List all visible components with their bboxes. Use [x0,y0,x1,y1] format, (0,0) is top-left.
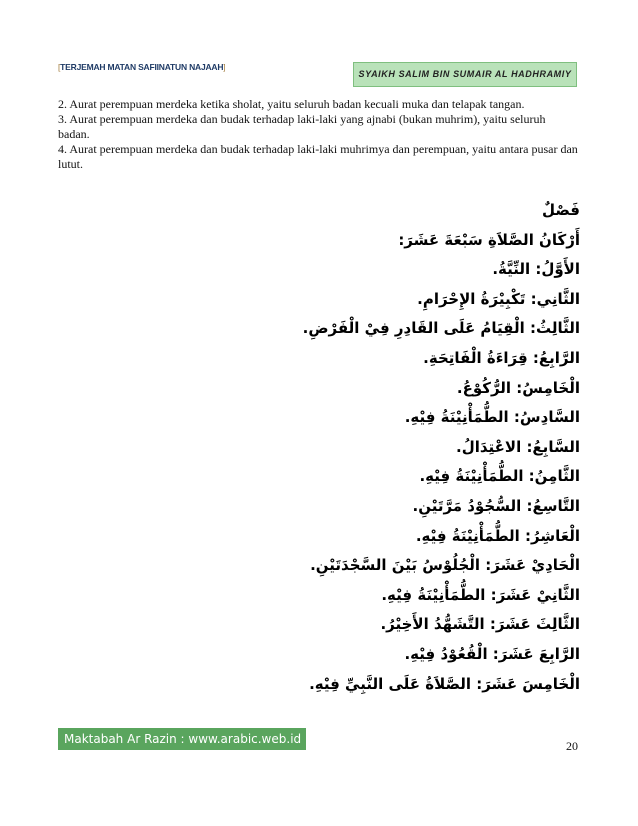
bracket-open: [ [58,62,61,72]
arabic-line: الْحَادِيْ عَشَرَ: الْجُلُوْسُ بَيْنَ السَّجْدَتَيْنِ. [310,556,580,575]
publisher-footer [58,728,306,750]
paragraph-aurat-4: 4. Aurat perempuan merdeka dan budak terhadap laki-laki muhrimya dan perempuan, yaitu antara pusar dan lutut. [58,142,578,171]
arabic-line: أَرْكَانُ الصَّلاَةِ سَبْعَةَ عَشَرَ: [398,230,580,249]
paragraph-aurat-3: 3. Aurat perempuan merdeka dan budak terhadap laki-laki yang ajnabi (bukan muhrim), yaitu seluruh badan. [58,112,546,141]
arabic-line: السَّابِعُ: الاعْتِدَالُ. [456,437,580,456]
page-number: 20 [566,739,578,753]
arabic-heading: فَصْلٌ [542,201,580,219]
arabic-line: السَّادِسُ: الطُّمَأْنِيْنَةُ فِيْهِ. [404,408,580,427]
publisher-link-text: Maktabah Ar Razin : www.arabic.web.id [64,732,302,746]
book-title-header [58,62,225,72]
author-name: SYAIKH SALIM BIN SUMAIR AL HADHRAMIY [358,69,572,79]
paragraph-aurat-2: 2. Aurat perempuan merdeka ketika sholat, yaitu seluruh badan kecuali muka dan telapak tangan. [58,97,525,111]
arabic-line: الثَّالِثُ: الْقِيَامُ عَلَى القَادِرِ فِيْ الْفَرْضِ. [302,319,580,338]
arabic-line: الثَّالِثَ عَشَرَ: التَّشَهُّدُ الأَخِيْرُ. [380,615,580,634]
author-banner [353,62,577,87]
arabic-text-block [40,196,580,699]
arabic-line: الرَّابِعُ: قِرَاءَةُ الْفَاتِحَةِ. [423,348,580,367]
book-title: TERJEMAH MATAN SAFIINATUN NAJAAH [60,62,224,72]
arabic-line: الْخَامِسَ عَشَرَ: الصَّلاَةُ عَلَى النَّبِيِّ فِيْهِ. [309,674,580,693]
arabic-line: الثَّامِنُ: الطُّمَأْنِيْنَةُ فِيْهِ. [419,467,580,486]
arabic-line: الْخَامِسُ: الرُّكُوْعُ. [456,378,580,397]
arabic-line: الثَّانِي: تَكْبِيْرَةُ الإِحْرَامِ. [417,289,580,308]
arabic-line: الرَّابِعَ عَشَرَ: الْقُعُوْدُ فِيْهِ. [404,644,580,663]
arabic-line: الأَوَّلُ: النِّيَّةُ. [492,260,580,279]
bracket-close: ] [223,62,226,72]
arabic-line: التَّاسِعُ: السُّجُوْدُ مَرَّتَيْنِ. [412,496,580,515]
arabic-line: الْعَاشِرُ: الطُّمَأْنِيْنَةُ فِيْهِ. [415,526,580,545]
translation-text [58,97,578,172]
arabic-line: الثَّانِيْ عَشَرَ: الطُّمَأْنِيْنَةُ فِيْهِ. [381,585,580,604]
